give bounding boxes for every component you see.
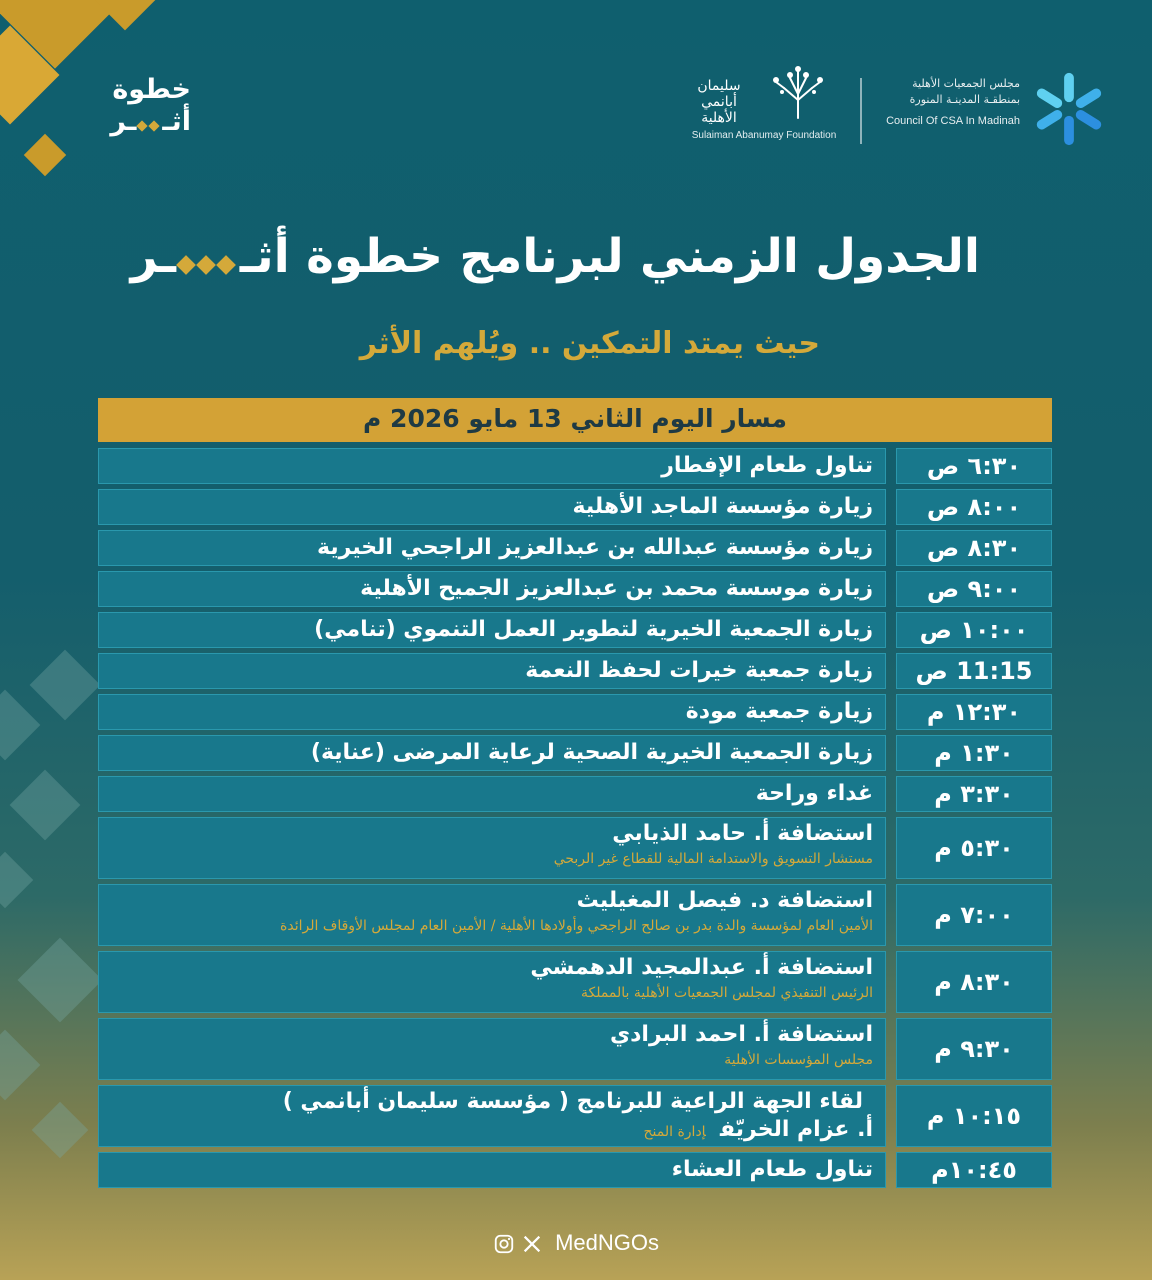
schedule-row: [98, 448, 1052, 484]
schedule-row: [98, 1085, 1052, 1147]
decor-square: [0, 852, 33, 909]
logo-dots: [136, 106, 160, 138]
schedule-activity-cell: [98, 951, 886, 1013]
council-name-en: Council Of CSA In Madinah: [886, 115, 1020, 127]
schedule-time-cell: ٧:٠٠ م: [896, 884, 1052, 946]
instagram-icon: [493, 1233, 515, 1255]
tree-icon: [768, 64, 828, 120]
decor-square: [10, 770, 81, 841]
schedule-row: [98, 530, 1052, 566]
activity-title: غداء وراحة: [755, 781, 873, 806]
activity-subtitle: الأمين العام لمؤسسة والدة بدر بن صالح الراجحي وأولادها الأهلية / الأمين العام لمجلس الأوقاف الرائدة: [280, 918, 873, 934]
activity-title: زيارة مؤسسة عبدالله بن عبدالعزيز الراجحي الخيرية: [317, 535, 873, 560]
decor-square: [30, 650, 101, 721]
schedule-activity-cell: [98, 735, 886, 771]
council-name-ar-1: مجلس الجمعيات الأهلية: [912, 77, 1020, 90]
activity-title: زيارة الجمعية الخيرية لتطوير العمل التنموي (تنامي): [314, 617, 873, 642]
logo-divider: [860, 78, 862, 144]
activity-title: لقاء الجهة الراعية للبرنامج ( مؤسسة سليمان أبانمي ): [282, 1089, 863, 1114]
activity-title: استضافة أ. حامد الذيابي: [612, 821, 873, 846]
activity-title: زيارة جمعية مودة: [685, 699, 873, 724]
schedule-time-cell: ١:٣٠ م: [896, 735, 1052, 771]
council-star-icon: [1030, 70, 1108, 148]
speaker-role: إدارة المنح: [643, 1124, 706, 1140]
activity-title: تناول طعام العشاء: [671, 1157, 873, 1182]
schedule-activity-cell: [98, 612, 886, 648]
activity-title: استضافة أ. عبدالمجيد الدهمشي: [530, 955, 873, 980]
schedule-time-cell: ٣:٣٠ م: [896, 776, 1052, 812]
schedule-row: [98, 817, 1052, 879]
title-dots: [176, 222, 236, 292]
schedule-row: [98, 612, 1052, 648]
footer-handle: MedNGOs: [555, 1230, 660, 1255]
title-highlight: خطوة أثــر: [131, 222, 443, 292]
activity-subtitle: مجلس المؤسسات الأهلية: [724, 1052, 873, 1068]
schedule-activity-cell: [98, 571, 886, 607]
decor-square: [0, 1030, 40, 1101]
schedule-activity-cell: [98, 694, 886, 730]
program-logo: [96, 74, 191, 138]
program-logo-line1: خطوة: [112, 74, 191, 105]
page-title: الجدول الزمني لبرنامج خطوة أثــر: [100, 222, 980, 292]
schedule-time-cell: ٦:٣٠ ص: [896, 448, 1052, 484]
decor-square: [0, 690, 40, 761]
x-icon: [521, 1233, 543, 1255]
foundation-name-en: Sulaiman Abanumay Foundation: [691, 130, 837, 141]
activity-title: زيارة الجمعية الخيرية الصحية لرعاية المرضى (عناية): [310, 740, 873, 765]
schedule-row: [98, 884, 1052, 946]
schedule-time-cell: ٥:٣٠ م: [896, 817, 1052, 879]
schedule-table: [98, 448, 1052, 1193]
activity-title: استضافة د. فيصل المغيليث: [576, 888, 873, 913]
decor-square: [24, 134, 66, 176]
program-logo-line2: أثــر: [110, 106, 191, 137]
activity-title: زيارة جمعية خيرات لحفظ النعمة: [525, 658, 873, 683]
decor-square: [32, 1102, 89, 1159]
schedule-time-cell: 11:15 ص: [896, 653, 1052, 689]
schedule-row: [98, 951, 1052, 1013]
activity-title: تناول طعام الإفطار: [661, 453, 873, 478]
activity-speaker-line: [99, 1118, 873, 1144]
foundation-logo: [684, 64, 844, 141]
schedule-activity-cell: [98, 653, 886, 689]
schedule-row: [98, 776, 1052, 812]
schedule-time-cell: ٨:٣٠ م: [896, 951, 1052, 1013]
schedule-activity-cell: [98, 448, 886, 484]
footer: [0, 1226, 1152, 1260]
schedule-activity-cell: [98, 530, 886, 566]
page-subtitle: حيث يمتد التمكين .. ويُلهم الأثر: [359, 326, 820, 361]
schedule-time-cell: ١٠:١٥ م: [896, 1085, 1052, 1147]
schedule-time-cell: ١٢:٣٠ م: [896, 694, 1052, 730]
activity-title: زيارة مؤسسة الماجد الأهلية: [572, 494, 873, 519]
speaker-name: أ. عزام الخريّف: [719, 1117, 873, 1142]
schedule-row: [98, 1152, 1052, 1188]
schedule-activity-cell: [98, 817, 886, 879]
schedule-time-cell: ٩:٠٠ ص: [896, 571, 1052, 607]
schedule-row: [98, 735, 1052, 771]
activity-title: استضافة أ. احمد البرادي: [609, 1022, 873, 1047]
day-header: مسار اليوم الثاني 13 مايو 2026 م: [98, 398, 1052, 442]
schedule-activity-cell: [98, 489, 886, 525]
schedule-activity-cell: [98, 1152, 886, 1188]
schedule-row: [98, 1018, 1052, 1080]
schedule-activity-cell: [98, 776, 886, 812]
schedule-time-cell: ٩:٣٠ م: [896, 1018, 1052, 1080]
schedule-time-cell: ١٠:٤٥م: [896, 1152, 1052, 1188]
council-name-ar-2: بمنطقـة المدينـة المنورة: [909, 93, 1020, 106]
schedule-time-cell: ٨:٣٠ ص: [896, 530, 1052, 566]
schedule-row: [98, 694, 1052, 730]
schedule-row: [98, 489, 1052, 525]
decor-square: [18, 938, 103, 1023]
activity-subtitle: الرئيس التنفيذي لمجلس الجمعيات الأهلية بالمملكة: [580, 985, 873, 1001]
activity-subtitle: مستشار التسويق والاستدامة المالية للقطاع غير الربحي: [553, 851, 873, 867]
schedule-activity-cell: [98, 1018, 886, 1080]
schedule-activity-cell: [98, 884, 886, 946]
schedule-activity-cell: [98, 1085, 886, 1147]
schedule-row: [98, 571, 1052, 607]
activity-title: زيارة موسسة محمد بن عبدالعزيز الجميح الأهلية: [360, 576, 873, 601]
council-logo-text: [880, 76, 1020, 130]
foundation-name-ar: سليمان أبانمي الأهلية: [697, 78, 741, 126]
schedule-time-cell: ١٠:٠٠ ص: [896, 612, 1052, 648]
schedule-row: [98, 653, 1052, 689]
schedule-time-cell: ٨:٠٠ ص: [896, 489, 1052, 525]
